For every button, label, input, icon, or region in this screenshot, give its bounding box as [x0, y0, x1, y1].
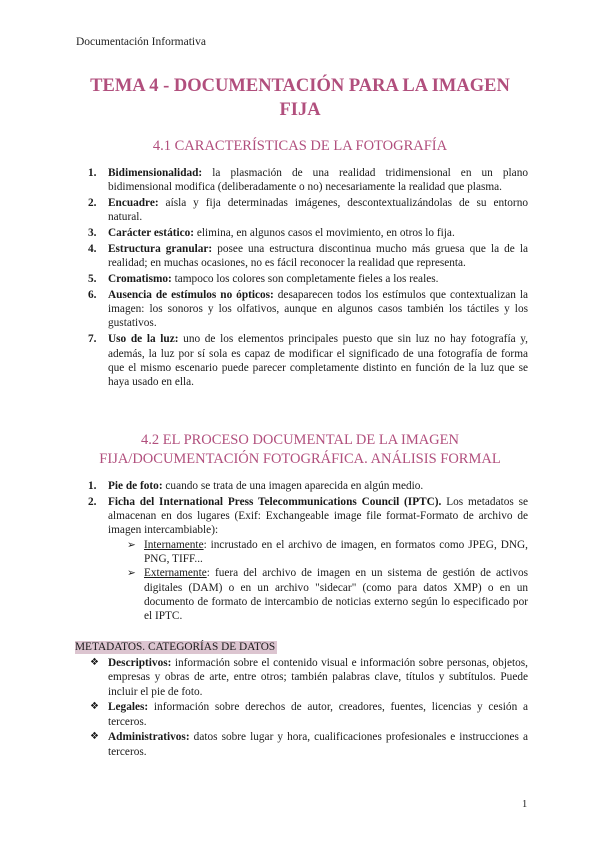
- list-number: 7.: [88, 333, 97, 346]
- list-item: [88, 242, 528, 271]
- list-number: 1.: [88, 167, 97, 179]
- list-number: 3.: [88, 227, 97, 240]
- list-item: [88, 479, 528, 493]
- list-text: Los metadatos se almacenan en dos lugares (Exif: Exchangeable image file format-Formato de archivo de imagen intercambiable):: [108, 495, 528, 537]
- section-heading-4-2: 4.2 EL PROCESO DOCUMENTAL DE LA IMAGEN FIJA/DOCUMENTACIÓN FOTOGRÁFICA. ANÁLISIS FORMAL: [99, 432, 501, 467]
- list-number: 2.: [88, 495, 97, 508]
- diamond-bullet-icon: ❖: [90, 657, 99, 668]
- sublist-item: [127, 566, 528, 623]
- list-item: [90, 730, 528, 759]
- list-text: cuando se trata de una imagen aparecida en algún medio.: [162, 480, 424, 492]
- list-term: Uso de la luz:: [108, 333, 179, 346]
- list-text: información sobre el contenido visual e información sobre personas, objetos, empresas y obras de arte, entre otros; también palabras clave, títulos y subtítulos. Puede incluir el pie de foto.: [108, 657, 528, 698]
- sublist-term: Externamente: [144, 567, 207, 580]
- sublist-term: Internamente: [144, 538, 204, 551]
- metadata-heading: METADATOS. CATEGORÍAS DE DATOS: [75, 641, 276, 653]
- list-text: elimina, en algunos casos el movimiento, en otros lo fija.: [194, 227, 455, 240]
- list-item: [88, 226, 528, 240]
- list-term: Encuadre:: [108, 197, 159, 210]
- process-list: [88, 479, 528, 625]
- list-text: información sobre derechos de autor, creadores, fuentes, licencias y cesión a terceros.: [108, 701, 528, 728]
- page-number: 1: [522, 799, 528, 810]
- chapter-title: TEMA 4 - DOCUMENTACIÓN PARA LA IMAGEN FIJA: [90, 76, 510, 120]
- sublist-text: : fuera del archivo de imagen en un sistema de gestión de activos digitales (DAM) o en un archivo "sidecar" (como para datos XMP) o en un documento de formato de intercambio de noticias externo según lo especificado por el IPTC.: [144, 567, 528, 623]
- list-number: 1.: [88, 480, 97, 492]
- list-term: Carácter estático:: [108, 227, 195, 240]
- diamond-bullet-icon: ❖: [90, 731, 99, 743]
- list-number: 5.: [88, 273, 97, 286]
- list-number: 2.: [88, 197, 97, 210]
- sublist-text: : incrustado en el archivo de imagen, en formatos como JPEG, DNG, PNG, TIFF...: [144, 538, 528, 565]
- sublist-item: [127, 538, 528, 567]
- list-text: uno de los elementos principales puesto que sin luz no hay fotografía y, además, la luz por sí sola es capaz de modificar el significado de una fotografía de forma que el mismo escenario puede parecer completamente distinto en función de la luz que se haya usado en ella.: [108, 333, 528, 389]
- list-term: Administrativos:: [108, 731, 190, 744]
- list-text: tampoco los colores son completamente fieles a los reales.: [171, 273, 439, 286]
- list-term: Bidimensionalidad:: [108, 167, 203, 179]
- arrow-bullet-icon: ➢: [127, 538, 136, 551]
- list-text: datos sobre lugar y hora, cualificaciones profesionales e instrucciones a terceros.: [108, 731, 528, 758]
- list-term: Cromatismo:: [108, 273, 172, 286]
- list-item: [88, 272, 528, 286]
- running-header: Documentación Informativa: [76, 36, 206, 48]
- list-text: aísla y fija determinadas imágenes, descontextualizándolas de su entorno natural.: [108, 197, 528, 224]
- list-term: Estructura granular:: [108, 242, 213, 255]
- arrow-bullet-icon: ➢: [127, 567, 136, 580]
- list-item: [88, 495, 528, 624]
- list-number: 6.: [88, 288, 97, 301]
- list-term: Ficha del International Press Telecommunications Council (IPTC).: [108, 495, 442, 508]
- section-heading-4-1: 4.1 CARACTERÍSTICAS DE LA FOTOGRAFÍA: [152, 138, 448, 154]
- list-number: 4.: [88, 242, 97, 255]
- list-term: Pie de foto:: [108, 480, 163, 492]
- list-item: [88, 196, 528, 225]
- list-text: la plasmación de una realidad tridimensional en un plano bidimensional modifica (deliberadamente o no) necesariamente la realidad que plasma.: [108, 167, 528, 194]
- list-term: Legales:: [108, 701, 149, 714]
- list-item: [88, 288, 528, 331]
- characteristics-list: [88, 166, 528, 391]
- list-item: [88, 332, 528, 389]
- list-item: [90, 656, 528, 699]
- list-text: desaparecen todos los estímulos que contextualizan la imagen: los sonoros y los olfativos, aunque en algunos casos también los táctiles y los gustativos.: [108, 288, 528, 330]
- metadata-categories-list: [90, 656, 528, 761]
- diamond-bullet-icon: ❖: [90, 701, 99, 713]
- storage-sublist: [108, 538, 528, 624]
- list-item: [88, 166, 528, 195]
- list-term: Ausencia de estímulos no ópticos:: [108, 288, 274, 301]
- list-text: posee una estructura discontinua mucho más gruesa que la de la realidad; en muchas ocasiones, no es fácil reconocer la realidad que representa.: [108, 242, 528, 270]
- list-term: Descriptivos:: [108, 657, 172, 669]
- list-item: [90, 700, 528, 729]
